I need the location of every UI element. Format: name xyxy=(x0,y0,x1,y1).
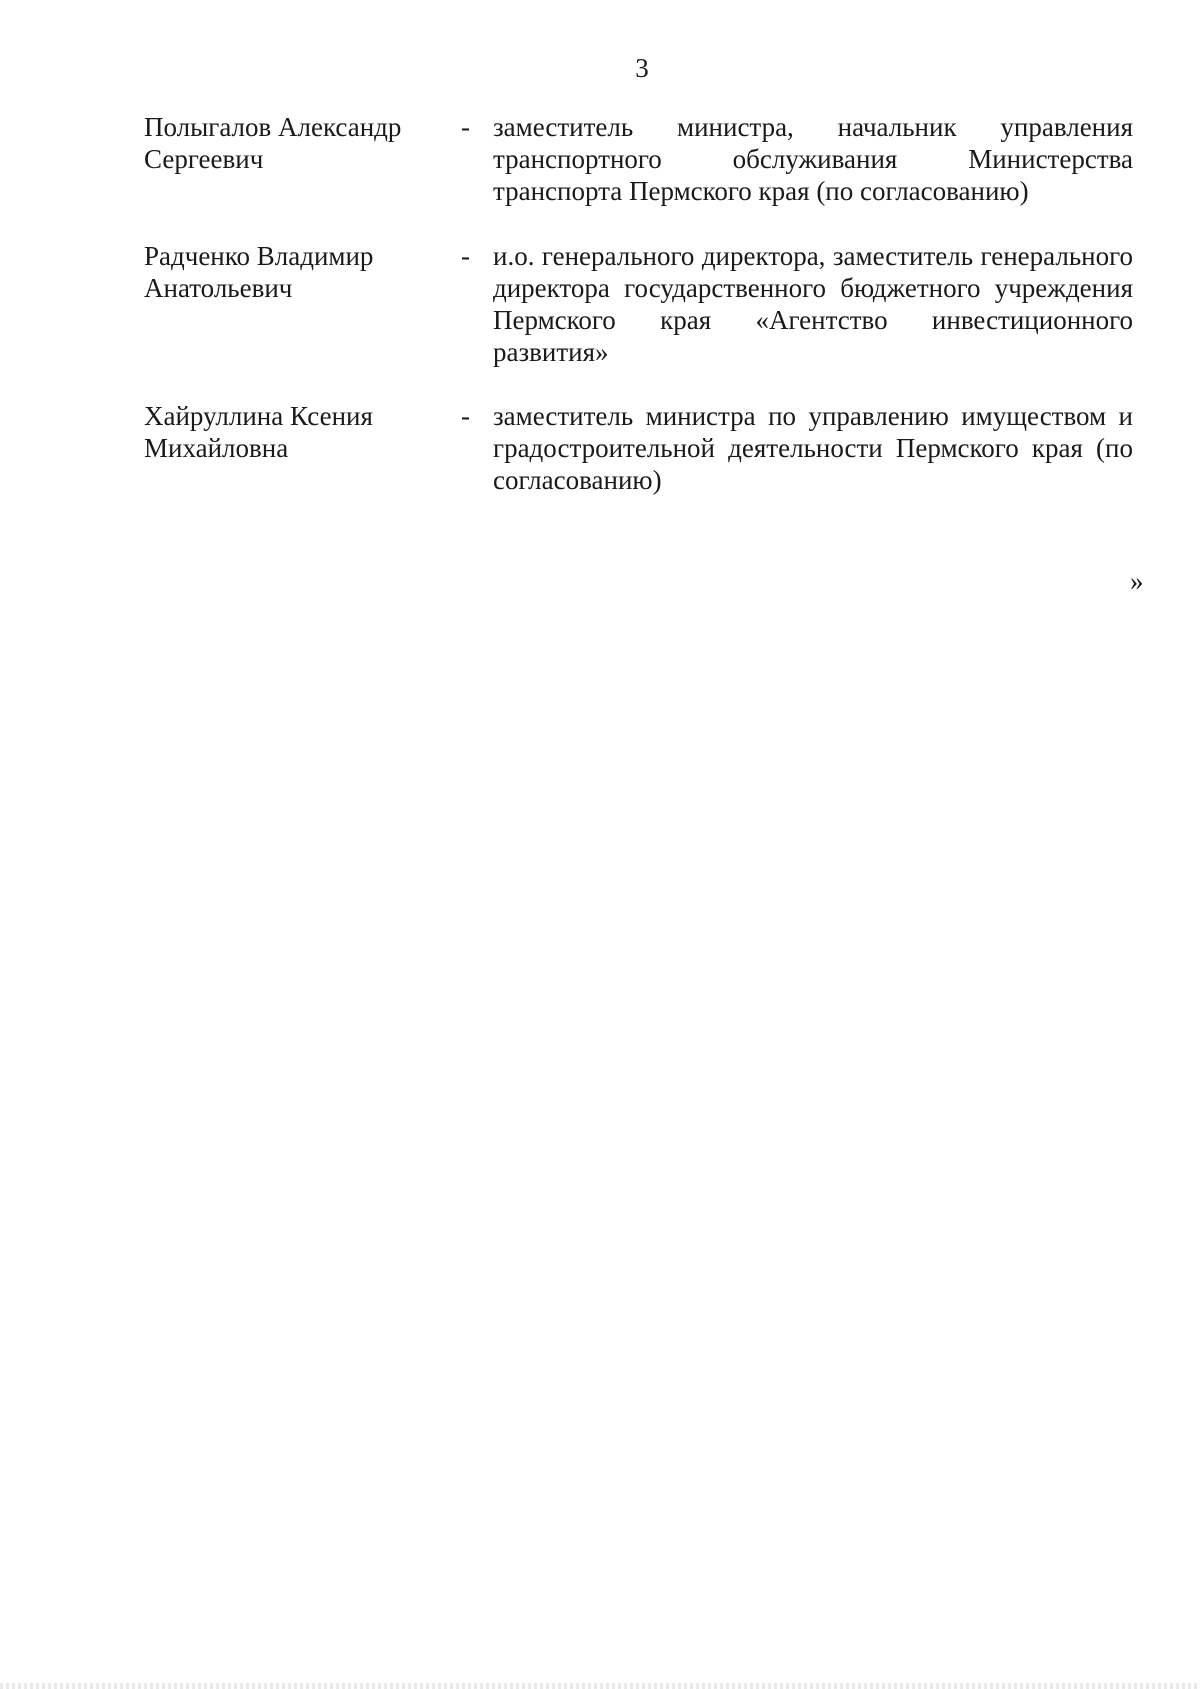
member-name-line: Радченко Владимир xyxy=(144,241,374,271)
member-name-line: Хайруллина Ксения xyxy=(144,401,373,431)
member-position: и.о. генерального директора, заместитель генерального директора государственного бюджетного учреждения Пермского края «Агентство инвестиционного развития» xyxy=(493,241,1133,367)
member-name-line: Сергеевич xyxy=(144,144,264,174)
closing-quote: » xyxy=(1130,566,1144,596)
entry-dash: - xyxy=(461,401,470,431)
scan-edge-divider xyxy=(0,1683,1200,1689)
member-name xyxy=(144,240,444,304)
entry-dash: - xyxy=(461,112,470,142)
member-name xyxy=(144,111,444,175)
page-number: 3 xyxy=(635,53,649,83)
member-name-line: Анатольевич xyxy=(144,273,293,303)
member-position: заместитель министра, начальник управления транспортного обслуживания Министерства транспорта Пермского края (по согласованию) xyxy=(493,112,1133,206)
member-name-line: Полыгалов Александр xyxy=(144,112,402,142)
member-name xyxy=(144,400,444,464)
entry-dash: - xyxy=(461,241,470,271)
member-name-line: Михайловна xyxy=(144,433,289,463)
member-position: заместитель министра по управлению имуществом и градостроительной деятельности Пермского края (по согласованию) xyxy=(493,401,1133,495)
